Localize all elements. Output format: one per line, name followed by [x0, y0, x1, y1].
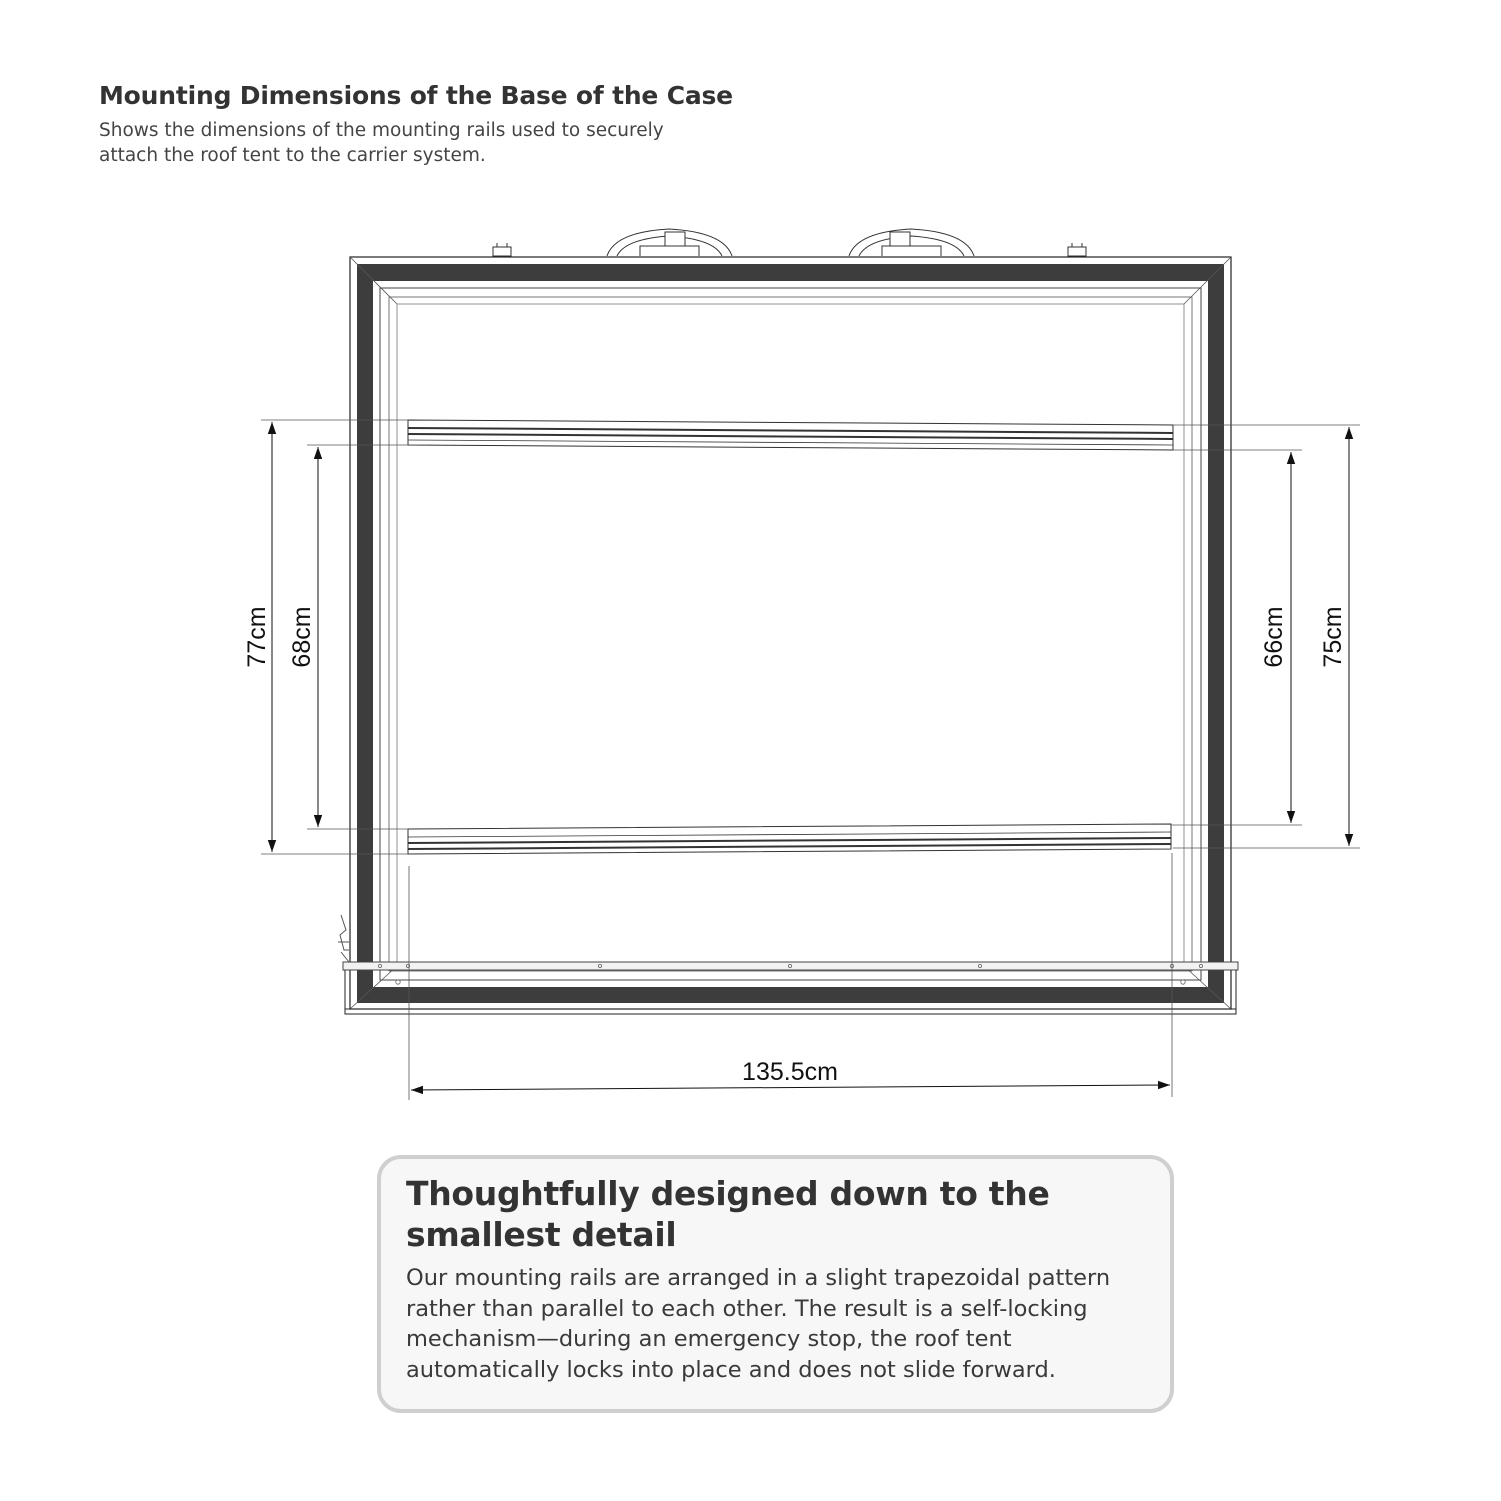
dim-label-left-outer: 77cm: [243, 606, 271, 668]
case-dark-band: [357, 264, 1224, 1003]
rail-bottom: [408, 824, 1171, 854]
case-frame: [338, 257, 1238, 1014]
bottom-support-bar: [343, 962, 1238, 970]
handle-right: [849, 229, 974, 256]
dim-label-right-outer: 75cm: [1319, 606, 1347, 668]
mounting-rails: [408, 420, 1173, 854]
case-inner-line-2: [389, 297, 1192, 971]
page-title: Mounting Dimensions of the Base of the Case: [99, 81, 733, 110]
latch-bottom-left: [338, 915, 349, 962]
dim-label-right-inner: 66cm: [1260, 606, 1288, 668]
feature-callout: [377, 1155, 1174, 1413]
case-inner-line-3: [397, 304, 1184, 966]
dim-label-rail-length: 135.5cm: [742, 1058, 838, 1086]
case-handles: [493, 229, 1086, 256]
page-subtitle: Shows the dimensions of the mounting rails used to securely attach the roof tent to the carrier system.: [99, 120, 664, 166]
clip-left: [493, 243, 511, 256]
clip-right: [1068, 243, 1086, 256]
callout-body: Our mounting rails are arranged in a slight trapezoidal pattern rather than parallel to each other. The result is a self-locking mechanism—during an emergency stop, the roof tent automatically locks into place and does not slide forward.: [406, 1265, 1111, 1383]
case-inner-line-1: [380, 288, 1201, 980]
callout-title: Thoughtfully designed down to the smallest detail: [406, 1174, 1050, 1254]
rail-top: [408, 420, 1173, 450]
dim-label-left-inner: 68cm: [288, 606, 316, 668]
case-outer-edge: [350, 257, 1231, 1009]
